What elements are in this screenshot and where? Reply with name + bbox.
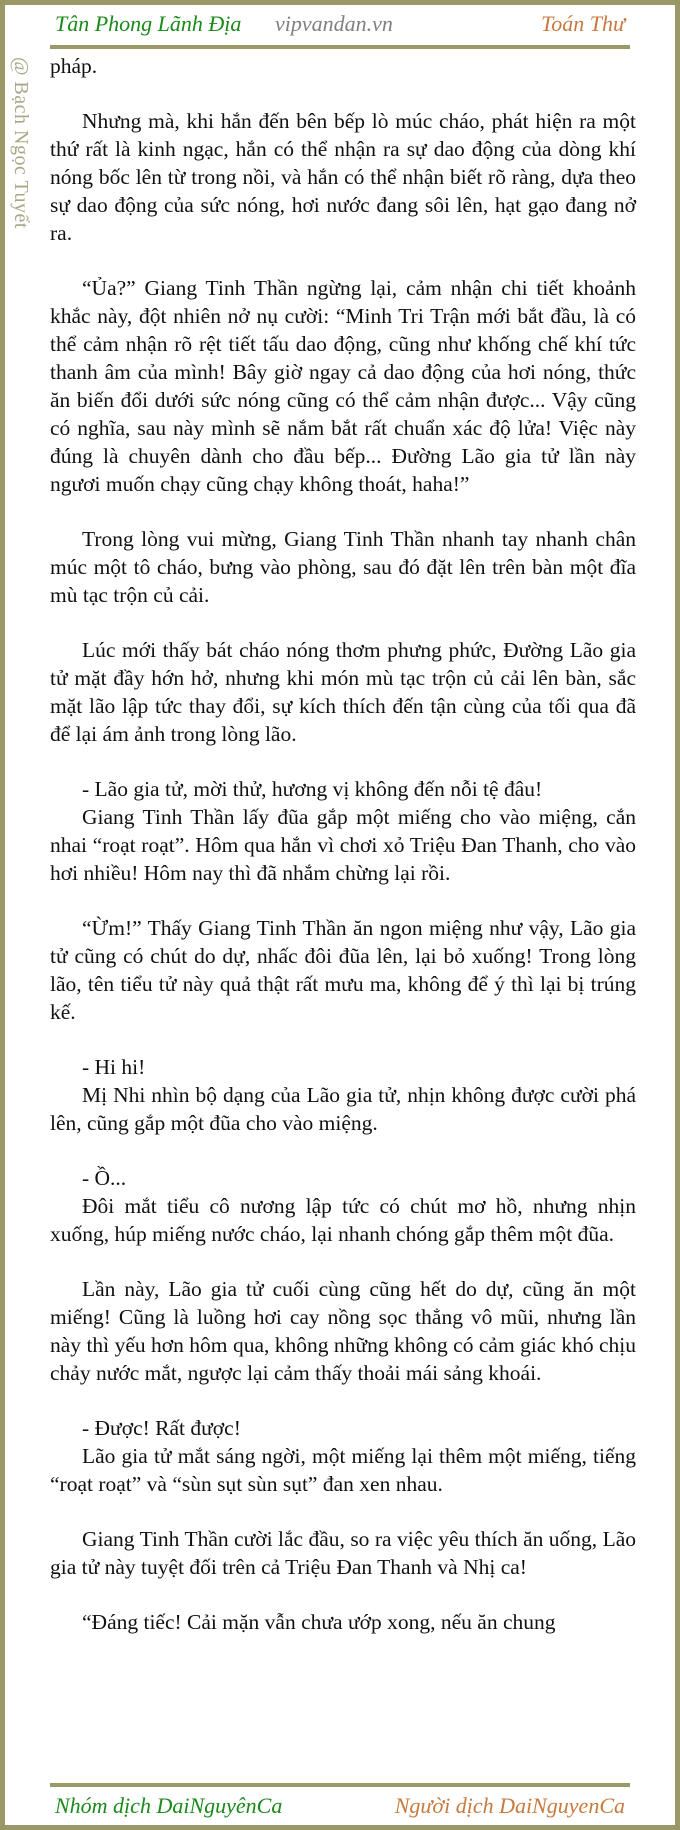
paragraph: Đôi mắt tiểu cô nương lập tức có chút mơ hồ, nhưng nhịn xuống, húp miếng nước cháo, lại nhanh chóng gắp thêm một đũa. bbox=[50, 1194, 636, 1246]
dialogue-line: - Được! Rất được! bbox=[82, 1416, 241, 1440]
paragraph: Nhưng mà, khi hắn đến bên bếp lò múc cháo, phát hiện ra một thứ rất là kinh ngạc, hắn có thể nhận ra sự dao động của dòng khí nóng bốc lên từ trong nồi, và hắn có thể nhận biết rõ ràng, dựa theo sự dao động của sức nóng, hơi nước đang sôi lên, hạt gạo đang nở ra. bbox=[50, 109, 636, 245]
paragraph: pháp. bbox=[50, 54, 98, 78]
paragraph: Mị Nhi nhìn bộ dạng của Lão gia tử, nhịn không được cười phá lên, cũng gắp một đũa cho vào miệng. bbox=[50, 1083, 636, 1135]
paragraph: “Đáng tiếc! Cải mặn vẫn chưa ướp xong, nếu ăn chung bbox=[82, 1610, 556, 1634]
page-footer bbox=[50, 1783, 630, 1827]
side-credit-watermark: @ Bạch Ngọc Tuyết bbox=[10, 57, 32, 229]
paragraph: Lão gia tử mắt sáng ngời, một miếng lại thêm một miếng, tiếng “roạt roạt” và “sùn sụt sùn sụt” đan xen nhau. bbox=[50, 1444, 636, 1496]
translation-group: Nhóm dịch DaiNguyênCa bbox=[55, 1793, 283, 1818]
book-title: Tân Phong Lãnh Địa bbox=[55, 11, 242, 36]
paragraph: “Ủa?” Giang Tinh Thần ngừng lại, cảm nhận chi tiết khoảnh khắc này, đột nhiên nở nụ cười: “Minh Tri Trận mới bắt đầu, là có thể cảm nhận rõ rệt tiết tấu dao động, cũng như khống chế khí tức thanh âm của mình! Bây giờ ngay cả dao động của hơi nóng, thức ăn biến đổi dưới sức nóng cũng có thể cảm nhận được... Vậy cũng có nghĩa, sau này mình sẽ nắm bắt rất chuẩn xác độ lửa! Việc này đúng là chuyên dành cho đầu bếp... Đường Lão gia tử lần này ngươi muốn chạy cũng chạy không thoát, haha!” bbox=[50, 276, 636, 496]
page bbox=[5, 5, 675, 1825]
dialogue-line: - Ồ... bbox=[82, 1166, 127, 1190]
paragraph: “Ừm!” Thấy Giang Tinh Thần ăn ngon miệng như vậy, Lão gia tử cũng có chút do dự, nhấc đôi đũa lên, lại bỏ xuống! Trong lòng lão, tên tiểu tử này quả thật rất mưu ma, không để ý thì lại bị trúng kế. bbox=[50, 916, 636, 1024]
site-name: vipvandan.vn bbox=[275, 11, 393, 36]
paragraph: Giang Tinh Thần lấy đũa gắp một miếng cho vào miệng, cắn nhai “roạt roạt”. Hôm qua hắn vì chơi xỏ Triệu Đan Thanh, cho vào hơi nhiều! Hôm nay thì đã nhắm chừng lại rồi. bbox=[50, 805, 636, 885]
paragraph: Lần này, Lão gia tử cuối cùng cũng hết do dự, cũng ăn một miếng! Cũng là luồng hơi cay nồng sọc thẳng vô mũi, nhưng lần này thì yếu hơn hôm qua, không những không có cảm giác khó chịu chảy nước mắt, ngược lại cảm thấy thoải mái sảng khoái. bbox=[50, 1277, 636, 1385]
translator-name: Người dịch DaiNguyenCa bbox=[394, 1793, 625, 1818]
paragraph: Trong lòng vui mừng, Giang Tinh Thần nhanh tay nhanh chân múc một tô cháo, bưng vào phòng, sau đó đặt lên trên bàn một đĩa mù tạc trộn củ cải. bbox=[50, 527, 636, 607]
page-header bbox=[50, 5, 630, 49]
paragraph: Giang Tinh Thần cười lắc đầu, so ra việc yêu thích ăn uống, Lão gia tử này tuyệt đối trên cả Triệu Đan Thanh và Nhị ca! bbox=[50, 1527, 636, 1579]
author-name: Toán Thư bbox=[541, 11, 625, 36]
dialogue-line: - Hi hi! bbox=[82, 1055, 146, 1079]
paragraph: Lúc mới thấy bát cháo nóng thơm phưng phức, Đường Lão gia tử mặt đầy hớn hở, nhưng khi món mù tạc trộn củ cải lên bàn, sắc mặt lão lập tức thay đổi, sự kích thích đến tận cùng của tối qua đã để lại ám ảnh trong lòng lão. bbox=[50, 638, 636, 746]
dialogue-line: - Lão gia tử, mời thử, hương vị không đến nỗi tệ đâu! bbox=[82, 777, 543, 801]
chapter-body bbox=[50, 52, 636, 1663]
